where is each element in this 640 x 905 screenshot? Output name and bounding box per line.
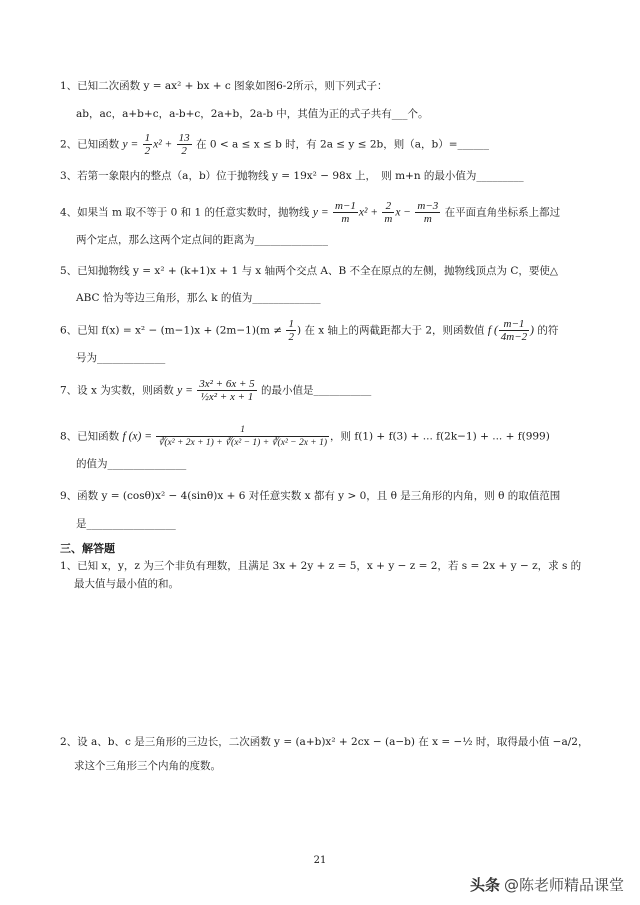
solve-1-line-2 [74,578,599,591]
text: 3、若第一象限内的整点（a，b）位于抛物线 y = 19x² − 98x 上， 则 m+n 的最小值为_________ [60,170,524,182]
text: 8、已知函数 [60,430,120,443]
text: ab，ac，a+b+c，a-b+c，2a+b，2a-b 中，其值为正的式子共有___个。 [76,108,429,120]
denominator: m [341,213,350,225]
denominator: m [423,213,432,225]
fraction [177,132,192,157]
page-number: 21 [313,855,327,866]
fraction [286,318,296,343]
text: 的值为_______________ [76,458,187,470]
solve-2-line-1 [60,736,589,749]
watermark [470,874,624,895]
numerator: 3x² + 6x + 5 [199,378,255,390]
numerator: m−1 [499,318,529,331]
math-y: y = [122,138,139,151]
watermark-logo: 头条 [469,876,500,894]
text: 9、函数 y = (cosθ)x² − 4(sinθ)x + 6 对任意实数 x 都有 y > 0，且 θ 是三角形的内角，则 θ 的取值范围 [60,490,561,502]
numerator: 1 [288,318,294,330]
text: 号为_____________ [76,352,166,364]
denominator: ∛(x² + 2x + 1) + ∛(x² − 1) + ∛(x² − 2x + 1) [158,438,327,448]
text: 是_________________ [76,518,176,530]
text: ，则 f(1) + f(3) + ... f(2k−1) + ... + f(999) [330,430,550,443]
math: x² + [358,206,379,219]
text: ) 在 x 轴上的两截距都大于 2，则函数值 [296,324,485,337]
math-x2: x² + [153,138,173,151]
text: 6、已知 f(x) = x² − (m−1)x + (2m−1)(m ≠ [60,324,283,337]
numerator: 2 [382,200,394,213]
denominator: 2 [181,145,187,157]
text: 2、设 a、b、c 是三角形的三边长，二次函数 y = (a+b)x² + 2cx − (a−b) 在 x = −½ 时，取得最小值 −a/2， [60,736,589,748]
question-5-line-1 [60,265,585,278]
question-7 [60,378,585,403]
text: 4、如果当 m 取不等于 0 和 1 的任意实数时，抛物线 [60,206,310,219]
question-4-line-2 [76,234,601,247]
question-9-line-1 [60,490,585,503]
text: ABC 恰为等边三角形，那么 k 的值为_____________ [76,292,321,304]
question-8-line-2 [76,458,601,471]
text: 在 0 < a ≤ x ≤ b 时，有 2a ≤ y ≤ 2b，则（a，b）=______ [196,138,490,151]
text: 2、已知函数 [60,138,120,151]
text: 的最小值是___________ [260,384,372,397]
solve-1-line-1 [60,560,585,573]
denominator: m [384,213,393,225]
text: 7、设 x 为实数，则函数 [60,384,174,397]
question-6-line-2 [76,352,601,365]
text: 5、已知抛物线 y = x² + (k+1)x + 1 与 x 轴两个交点 A、B 不全在原点的左侧，抛物线顶点为 C，要使△ [60,265,558,277]
math: x − [395,206,412,219]
denominator: 4m−2 [500,331,528,343]
text: 1、已知二次函数 y = ax² + bx + c 图象如图6-2所示，则下列式子： [60,80,388,92]
question-1-line-1 [60,80,585,93]
section-heading: 三、解答题 [60,542,115,555]
question-1-line-2 [76,108,601,121]
denominator: ½x² + x + 1 [200,391,254,403]
fraction [499,318,529,343]
denominator: 2 [288,331,294,343]
fraction [415,200,440,225]
math-y: y = [177,384,193,397]
numerator: 1 [156,424,329,437]
text: 两个定点，那么这两个定点间的距离为______________ [76,234,328,246]
question-6 [60,318,585,343]
fraction [197,378,256,403]
fraction [333,200,358,225]
question-8 [60,424,585,449]
math: ) [530,324,534,337]
solve-2-line-2 [74,760,599,773]
question-4 [60,200,585,225]
text: 求这个三角形三个内角的度数。 [74,760,221,772]
text: 在平面直角坐标系上都过 [444,206,561,219]
numerator: m−3 [417,200,439,212]
watermark-text: @陈老师精品课堂 [503,876,624,894]
question-9-line-2 [76,518,601,531]
fraction [156,424,329,449]
fraction [382,200,394,225]
numerator: 1 [144,132,151,144]
question-3 [60,170,585,183]
question-5-line-2 [76,292,601,305]
text: 1、已知 x，y，z 为三个非负有理数，且满足 3x + 2y + z = 5，x + y − z = 2，若 s = 2x + y − z，求 s 的 [60,560,582,572]
math-f: f ( [487,324,498,337]
text: 最大值与最小值的和。 [74,578,179,590]
math-f: f (x) = [122,430,152,443]
numerator: m−1 [334,200,356,212]
text: 的符 [537,324,559,337]
denominator: 2 [144,145,151,157]
numerator: 13 [178,132,190,144]
math-y: y = [312,206,329,219]
fraction [143,132,153,157]
question-2 [60,132,585,157]
